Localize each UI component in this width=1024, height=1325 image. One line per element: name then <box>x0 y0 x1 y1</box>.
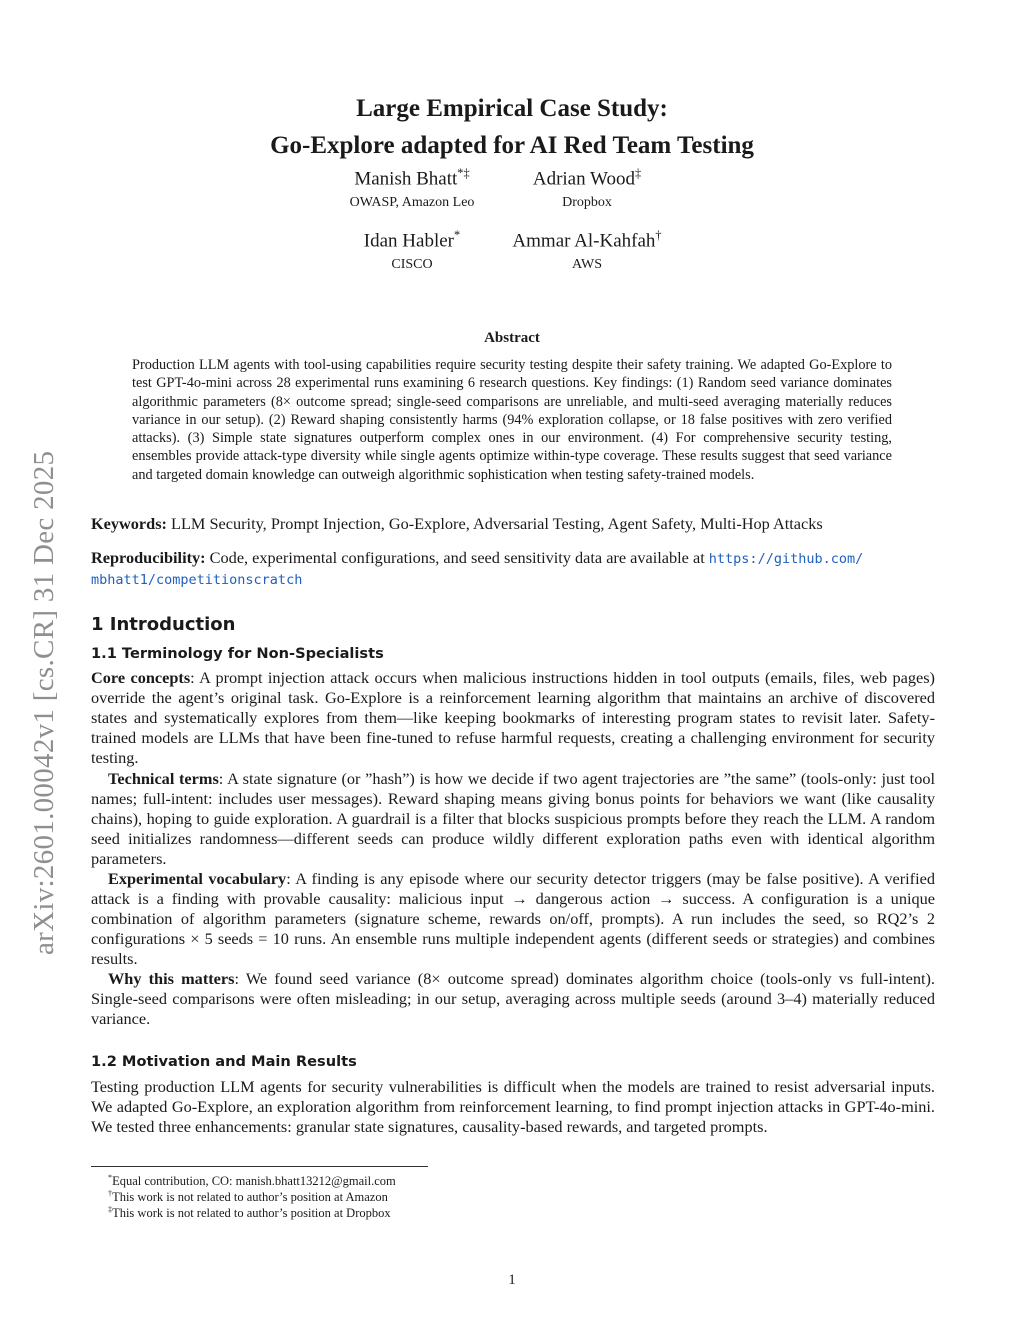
author-name: Manish Bhatt <box>354 168 458 190</box>
author-4 <box>487 228 687 252</box>
repro-label: Reproducibility: <box>91 548 206 567</box>
core-label: Core concepts <box>91 668 191 687</box>
repro-link-part1[interactable]: https://github.com/ <box>708 551 864 567</box>
why-text: : We found seed variance (8× outcome spread) dominates algorithm choice (tools-only vs full-intent). Single-seed comparisons were often misleading; in our setup, averaging across multiple seeds (around 3–4) materially reduced variance. <box>91 969 935 1028</box>
footnote-3 <box>108 1202 391 1221</box>
exp-text: : A finding is any episode where our security detector triggers (may be false positive). A verified attack is a finding with provable causality: malicious input → dangerous action → success. A configuration is a unique combination of algorithm parameters (signature scheme, rewards on/off, prompts). A run includes the seed, so RQ2’s 2 configurations × 5 seeds = 10 runs. An ensemble runs multiple independent agents (different seeds or strategies) and combines results. <box>91 869 935 968</box>
footnote-mark: † <box>108 1189 113 1198</box>
footnote-text: This work is not related to author’s position at Dropbox <box>112 1206 391 1221</box>
repro-text: Code, experimental configurations, and seed sensitivity data are available at <box>209 548 705 567</box>
exp-label: Experimental vocabulary <box>108 869 287 888</box>
paragraph-experimental-vocabulary <box>91 869 935 969</box>
author-name: Idan Habler <box>363 230 455 252</box>
paper-title-line2: Go-Explore adapted for AI Red Team Testing <box>270 132 754 159</box>
paragraph-technical-terms <box>91 769 935 869</box>
affiliation-2: Dropbox <box>562 195 612 210</box>
author-mark: † <box>655 228 662 242</box>
footnote-mark: ‡ <box>108 1205 113 1214</box>
author-1 <box>312 166 512 190</box>
author-mark: *‡ <box>457 166 470 180</box>
abstract-body: Production LLM agents with tool-using capabilities require security testing despite their safety training. We adapted Go-Explore to test GPT-4o-mini across 28 experimental runs examining 6 research questions. Key findings: (1) Random seed variance dominates algorithmic parameters (8× outcome spread; single-seed comparisons are unreliable, and multi-seed averaging materially reduces variance in our setup). (2) Reward shaping consistently harms (94% exploration collapse, or 18 false positives with zero verified attacks). (3) Simple state signatures outperform complex ones in our environment. (4) For comprehensive security testing, ensembles provide attack-type diversity while single agents optimize within-type coverage. These results suggest that seed variance and targeted domain knowledge can outweigh algorithmic sophistication when testing safety-trained models. <box>132 357 892 483</box>
paragraph-motivation: Testing production LLM agents for security vulnerabilities is difficult when the models are trained to resist adversarial inputs. We adapted Go-Explore, an exploration algorithm from reinforcement learning, to find prompt injection attacks in GPT-4o-mini. We tested three enhancements: granular state signatures, causality-based rewards, and targeted prompts. <box>91 1077 935 1136</box>
tech-label: Technical terms <box>108 769 219 788</box>
author-3 <box>312 228 512 252</box>
tech-text: : A state signature (or ”hash”) is how we decide if two agent trajectories are ”the same” (tools-only: just tool names; full-intent: includes user messages). Reward shaping means giving bonus points for behaviors we want (like causality chains), hoping to guide exploration. A guardrail is a filter that blocks suspicious prompts before they reach the LLM. A random seed initializes randomness—different seeds can produce wildly different exploration paths even with identical algorithm parameters. <box>91 769 935 868</box>
affiliation-4: AWS <box>572 257 602 272</box>
author-name: Ammar Al-Kahfah <box>512 230 656 252</box>
paper-title-line1: Large Empirical Case Study: <box>356 95 668 122</box>
page-number: 1 <box>508 1272 516 1288</box>
affiliation-1: OWASP, Amazon Leo <box>349 195 475 210</box>
paragraph-core-concepts <box>91 668 935 768</box>
arxiv-stamp: arXiv:2601.00042v1 [cs.CR] 31 Dec 2025 <box>28 450 60 955</box>
why-label: Why this matters <box>108 969 235 988</box>
abstract-heading: Abstract <box>484 330 540 346</box>
keywords-text: LLM Security, Prompt Injection, Go-Explore, Adversarial Testing, Agent Safety, Multi-Hop Attacks <box>171 514 823 533</box>
footnote-rule <box>91 1166 428 1167</box>
core-text: : A prompt injection attack occurs when malicious instructions hidden in tool outputs (emails, files, web pages) override the agent’s original task. Go-Explore is a reinforcement learning algorithm that maintains an archive of discovered states and systematically explores from them—like keeping bookmarks of interesting program states to revisit later. Safety-trained models are LLMs that have been fine-tuned to refuse harmful requests, creating a challenging environment for security testing. <box>91 668 935 767</box>
footnote-mark: * <box>108 1173 113 1182</box>
footnote-text: This work is not related to author’s position at Amazon <box>112 1190 388 1205</box>
subsection-motivation: 1.2 Motivation and Main Results <box>91 1053 357 1070</box>
author-mark: ‡ <box>634 166 642 180</box>
author-name: Adrian Wood <box>532 168 635 190</box>
paragraph-why-this-matters <box>91 969 935 1029</box>
keywords <box>91 514 935 534</box>
author-2 <box>487 166 687 190</box>
author-mark: * <box>454 228 461 242</box>
subsection-terminology: 1.1 Terminology for Non-Specialists <box>91 645 384 662</box>
reproducibility <box>91 548 935 590</box>
affiliation-3: CISCO <box>391 257 433 272</box>
footnote-text: Equal contribution, CO: manish.bhatt13212@gmail.com <box>112 1174 396 1189</box>
section-introduction: 1 Introduction <box>91 614 236 635</box>
repro-link-part2[interactable]: mbhatt1/competitionscratch <box>91 572 303 588</box>
keywords-label: Keywords: <box>91 514 167 533</box>
